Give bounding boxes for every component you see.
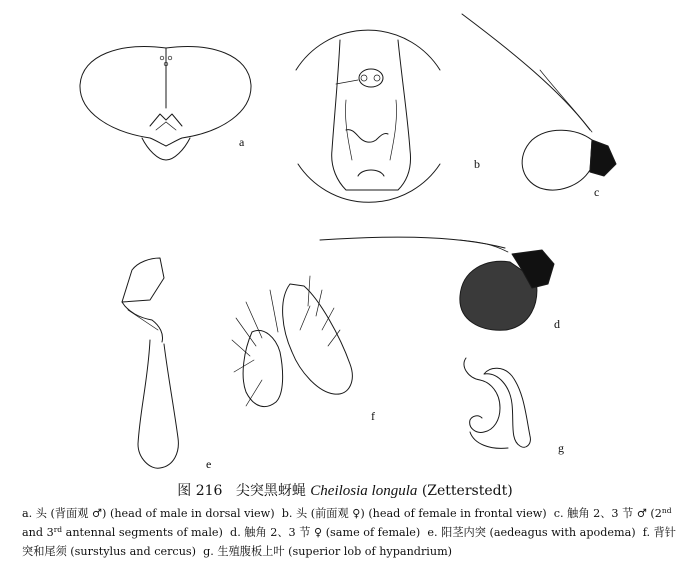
panel-f-drawing	[232, 276, 352, 407]
figure-number: 图 216	[177, 483, 223, 499]
figure-species-name: Cheilosia longula	[310, 483, 418, 499]
panel-label-d: d	[554, 317, 560, 331]
panel-c-drawing	[462, 14, 616, 190]
caption-g: g. 生殖腹板上叶 (superior lob of hypandrium)	[203, 545, 453, 558]
panel-label-a: a	[239, 135, 245, 149]
panel-b-drawing	[296, 30, 440, 202]
caption-a: a. 头 (背面观 ♂) (head of male in dorsal view)	[22, 507, 275, 520]
caption-c-post: antennal segments of male)	[62, 526, 223, 539]
caption-e: e. 阳茎内突 (aedeagus with apodema)	[427, 526, 636, 539]
figure-description	[22, 504, 684, 561]
caption-f: f. 背针突和尾须 (surstylus and cercus)	[22, 526, 676, 558]
caption-c-sup-rd: rd	[53, 525, 63, 534]
panel-d-drawing	[320, 237, 554, 330]
caption-b: b. 头 (前面观 ♀) (head of female in frontal view)	[281, 507, 547, 520]
panel-e-drawing	[122, 258, 178, 468]
caption-c-sup-nd: nd	[661, 506, 672, 515]
caption-c-pre: c. 触角 2、3 节 ♂ (2	[553, 507, 662, 520]
panel-label-b: b	[474, 157, 480, 171]
caption-c-mid: and 3	[22, 526, 54, 539]
figure-chinese-name: 尖突黑蚜蝇	[235, 483, 306, 499]
panel-g-drawing	[464, 358, 530, 448]
panel-a-drawing	[80, 47, 251, 160]
caption-d: d. 触角 2、3 节 ♀ (same of female)	[230, 526, 421, 539]
panel-label-c: c	[594, 185, 600, 199]
figure-title	[0, 480, 690, 500]
figure-authority: (Zetterstedt)	[421, 483, 513, 499]
panel-label-e: e	[206, 457, 212, 471]
panel-label-f: f	[371, 409, 375, 423]
panel-label-g: g	[558, 441, 564, 455]
